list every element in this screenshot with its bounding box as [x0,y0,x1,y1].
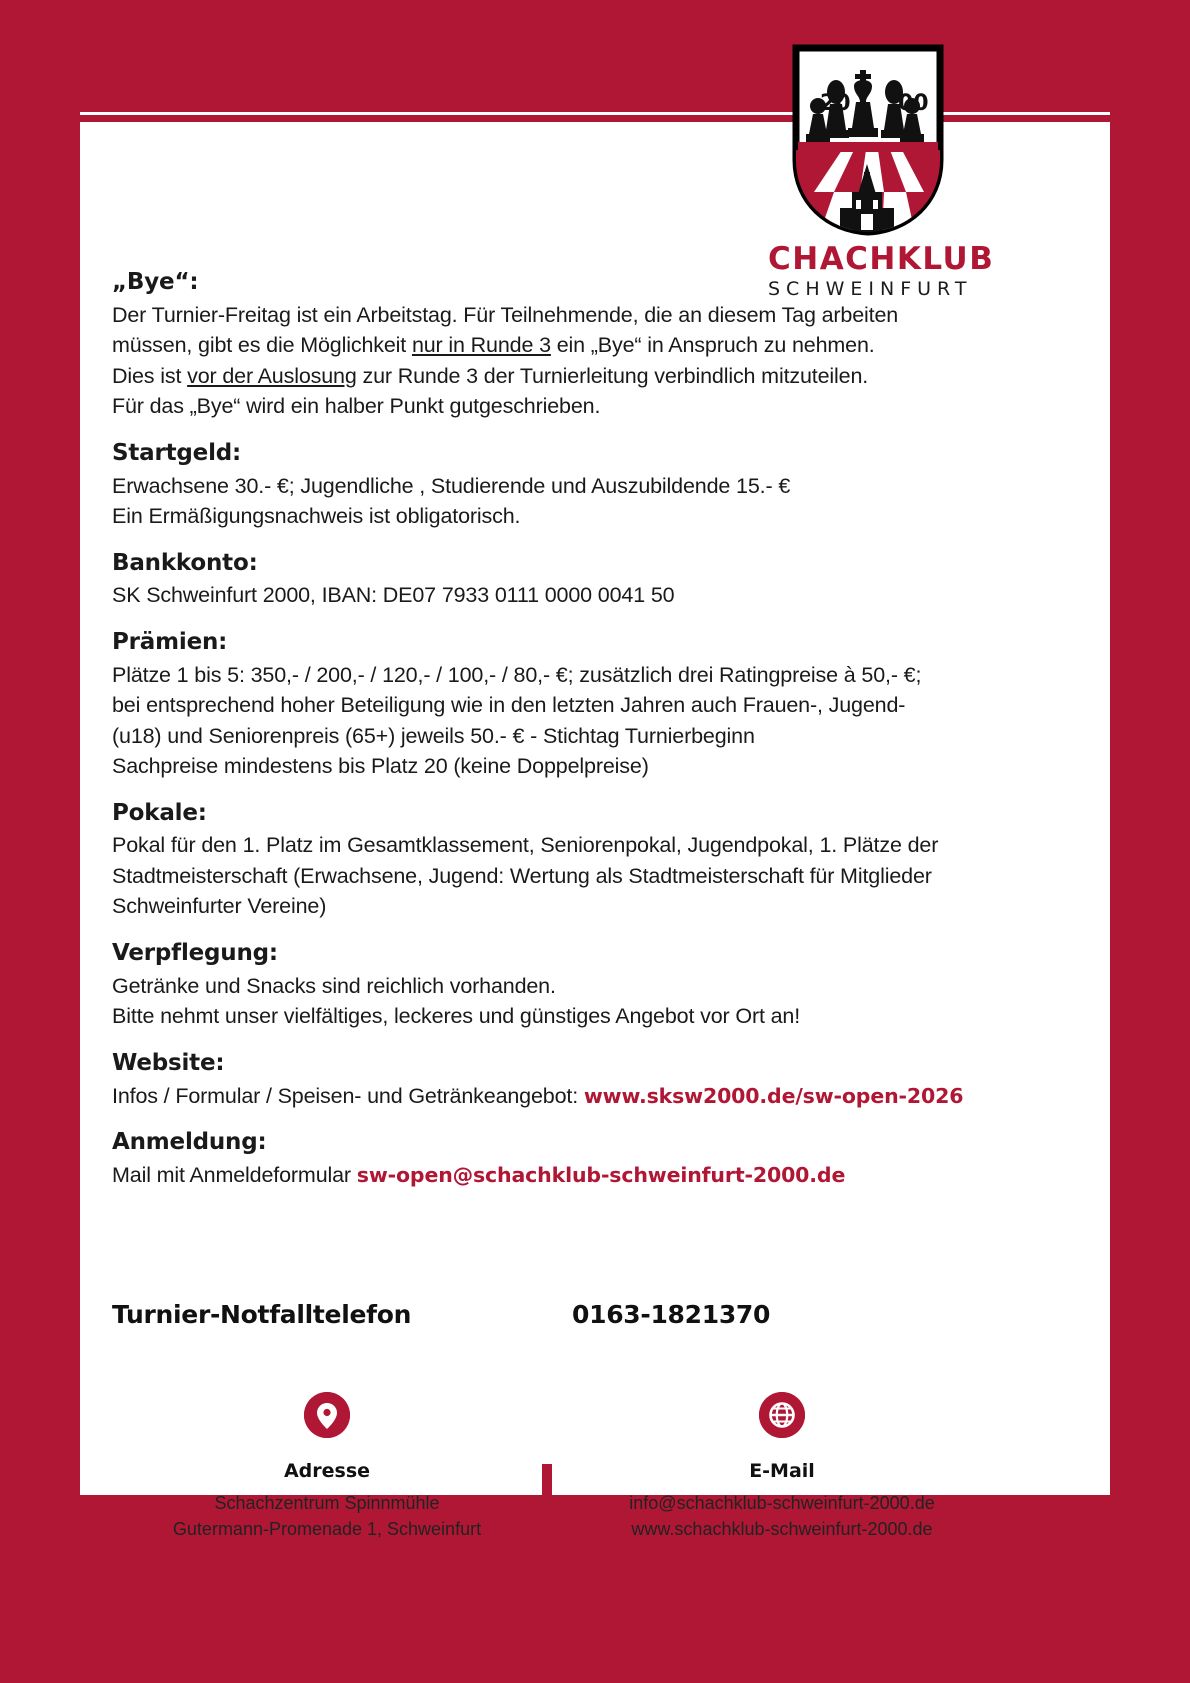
pokale-line-2: Stadtmeisterschaft (Erwachsene, Jugend: Wertung als Stadtmeisterschaft für Mitglieder [112,863,932,888]
website-url-link[interactable]: www.sksw2000.de/sw-open-2026 [583,1083,964,1108]
verpflegung-line-2: Bitte nehmt unser vielfältiges, leckeres und günstiges Angebot vor Ort an! [112,1004,801,1029]
footer-email-line-2: www.schachklub-schweinfurt-2000.de [631,1519,933,1540]
section-heading-bankkonto: Bankkonto: [112,549,258,576]
globe-icon [759,1392,805,1438]
verpflegung-line-1: Getränke und Snacks sind reichlich vorhanden. [112,973,556,998]
main-content [112,268,1012,1190]
website-line [112,1081,1012,1112]
footer-address-line-2: Gutermann-Promenade 1, Schweinfurt [172,1519,482,1540]
section-heading-website: Website: [112,1049,225,1076]
footer-email-line-1: info@schachklub-schweinfurt-2000.de [629,1493,935,1513]
footer-email-block [552,1392,1012,1542]
footer-address-title: Adresse [283,1460,371,1482]
section-heading-startgeld: Startgeld: [112,439,242,466]
footer-address-block [112,1392,542,1542]
shield-year-right: 00 [898,91,929,116]
praemien-line-3: (u18) und Seniorenpreis (65+) jeweils 50.- € - Stichtag Turnierbeginn [112,723,755,748]
section-heading-pokale: Pokale: [112,799,207,826]
shield-crest-icon [790,42,946,238]
praemien-line-4: Sachpreise mindestens bis Platz 20 (keine Doppelpreise) [112,754,649,779]
startgeld-line-2: Ein Ermäßigungsnachweis ist obligatorisch. [112,504,521,529]
bye-line-3-prefix: Dies ist [112,363,188,388]
bye-line-1: Der Turnier-Freitag ist ein Arbeitstag. Für Teilnehmende, die an diesem Tag arbeiten [112,302,899,327]
shield-year-left: 20 [820,91,851,116]
section-heading-praemien: Prämien: [112,628,228,655]
bye-line-2 [112,330,1012,361]
emergency-phone-row [112,1300,1012,1329]
section-heading-anmeldung: Anmeldung: [112,1129,267,1156]
bye-line-3-underlined: vor der Auslosung [187,363,357,388]
bye-line-2-underlined: nur in Runde 3 [411,333,551,358]
bye-line-4: Für das „Bye“ wird ein halber Punkt gutgeschrieben. [112,394,601,419]
startgeld-line-1: Erwachsene 30.- €; Jugendliche , Studierende und Auszubildende 15.- € [112,473,791,498]
section-heading-verpflegung: Verpflegung: [112,939,278,966]
section-bankkonto [112,549,1012,611]
club-logo [768,42,995,302]
section-website [112,1049,1012,1111]
bye-line-2-suffix: ein „Bye“ in Anspruch zu nehmen. [550,333,875,358]
footer-address-line-1: Schachzentrum Spinnmühle [214,1493,440,1513]
section-anmeldung [112,1128,1012,1190]
section-bye [112,268,1012,422]
praemien-line-2: bei entsprechend hoher Beteiligung wie in den letzten Jahren auch Frauen-, Jugend- [112,693,906,718]
section-heading-bye: „Bye“: [112,269,199,295]
footer-divider [542,1464,552,1520]
footer-email-title: E-Mail [749,1460,815,1482]
logo-club-city: SCHWEINFURT [768,278,973,300]
pokale-line-1: Pokal für den 1. Platz im Gesamtklassement, Seniorenpokal, Jugendpokal, 1. Plätze der [112,833,939,858]
emergency-phone-number: 0163-1821370 [572,1300,771,1329]
anmeldung-email-link[interactable]: sw-open@schachklub-schweinfurt-2000.de [356,1162,846,1187]
section-startgeld [112,439,1012,532]
section-pokale [112,799,1012,922]
anmeldung-prefix: Mail mit Anmeldeformular [112,1162,357,1187]
footer [112,1392,1082,1542]
location-pin-icon [304,1392,350,1438]
bye-line-2-prefix: müssen, gibt es die Möglichkeit [112,333,412,358]
bankkonto-line-1: SK Schweinfurt 2000, IBAN: DE07 7933 0111 0000 0041 50 [112,583,675,608]
bye-line-3-suffix: zur Runde 3 der Turnierleitung verbindlich mitzuteilen. [356,363,869,388]
website-prefix: Infos / Formular / Speisen- und Getränkeangebot: [112,1083,584,1108]
praemien-line-1: Plätze 1 bis 5: 350,- / 200,- / 120,- / 100,- / 80,- €; zusätzlich drei Ratingpreise à 50,- €; [112,662,922,687]
logo-club-name: CHACHKLUB [768,241,995,277]
anmeldung-line [112,1160,1012,1191]
section-praemien [112,628,1012,782]
section-verpflegung [112,939,1012,1032]
pokale-line-3: Schweinfurter Vereine) [112,894,327,919]
emergency-phone-label: Turnier-Notfalltelefon [112,1300,412,1329]
bye-line-3 [112,361,1012,392]
